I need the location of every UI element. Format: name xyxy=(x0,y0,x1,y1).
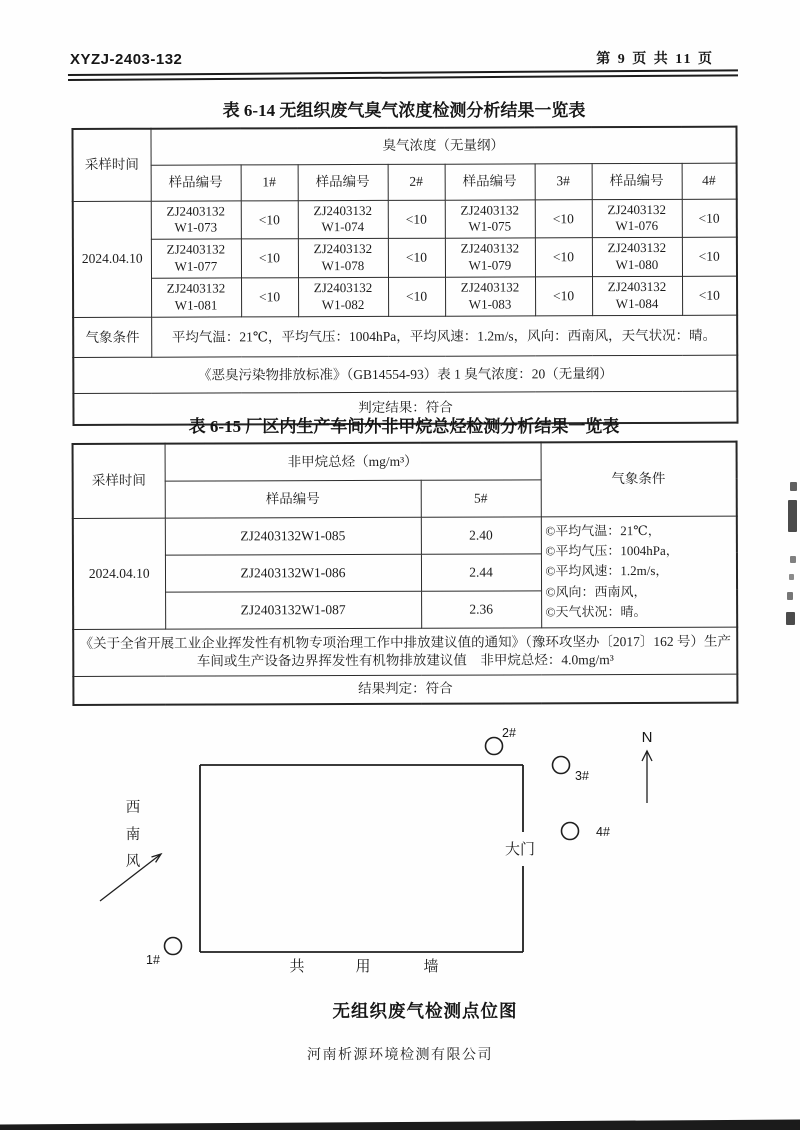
t1-weather-label: 气象条件 xyxy=(73,317,151,357)
t1-value: <10 xyxy=(535,238,592,277)
t1-subheader: 样品编号 xyxy=(592,163,682,199)
t1-sample-id: ZJ2403132 W1-075 xyxy=(445,199,535,238)
t1-sample-id: ZJ2403132 W1-084 xyxy=(592,276,682,315)
t1-value: <10 xyxy=(535,199,592,238)
scan-bottom-edge xyxy=(0,1120,800,1130)
scan-edge-mark xyxy=(790,556,796,563)
t1-subheader: 4# xyxy=(682,163,737,199)
shared-wall-label xyxy=(289,957,438,975)
t1-value: <10 xyxy=(388,200,445,239)
monitoring-point-2 xyxy=(486,738,503,755)
scan-edge-mark xyxy=(787,592,793,600)
table-6-15-title: 表 6-15 厂区内生产车间外非甲烷总烃检测分析结果一览表 xyxy=(188,417,620,436)
t1-sampling-date: 2024.04.10 xyxy=(73,201,151,318)
t1-value: <10 xyxy=(388,238,445,277)
t1-subheader: 3# xyxy=(535,163,592,199)
t1-subheader: 1# xyxy=(241,164,298,200)
t1-sample-id: ZJ2403132 W1-080 xyxy=(592,238,682,277)
scan-edge-mark xyxy=(786,612,795,625)
point-4-label: 4# xyxy=(596,825,610,839)
t2-weather-header: 气象条件 xyxy=(541,442,737,517)
t1-sample-id: ZJ2403132 W1-081 xyxy=(151,278,241,317)
t1-value: <10 xyxy=(241,200,298,239)
t2-value: 2.40 xyxy=(421,516,541,553)
t1-sampling-time-header: 采样时间 xyxy=(72,129,150,201)
t1-weather-text: 平均气温：21℃，平均气压：1004hPa，平均风速：1.2m/s，风向：西南风，天气状况：晴。 xyxy=(151,315,737,357)
t1-sample-id: ZJ2403132 W1-077 xyxy=(151,239,241,278)
north-arrow-icon xyxy=(642,751,652,803)
svg-text:墙: 墙 xyxy=(423,959,439,975)
t1-standard-text: 《恶臭污染物排放标准》（GB14554-93）表 1 臭气浓度：20（无量纲） xyxy=(73,355,737,393)
svg-text:南: 南 xyxy=(125,827,141,843)
t1-value: <10 xyxy=(682,237,737,276)
table-6-15 xyxy=(72,441,739,706)
t1-value: <10 xyxy=(241,239,298,278)
monitoring-point-3 xyxy=(553,757,570,774)
svg-text:共: 共 xyxy=(289,959,305,975)
gate-label: 大门 xyxy=(504,842,536,858)
t2-group-header: 非甲烷总烃（mg/m³） xyxy=(165,442,541,480)
t2-subheader: 样品编号 xyxy=(165,480,421,518)
t2-sample-id: ZJ2403132W1-085 xyxy=(165,517,421,555)
t1-result-text: 判定结果：符合 xyxy=(73,391,737,425)
scan-edge-mark xyxy=(790,482,797,491)
north-label: N xyxy=(641,729,653,746)
t1-value: <10 xyxy=(388,277,445,316)
t2-value: 2.44 xyxy=(421,553,541,590)
t1-group-header: 臭气浓度（无量纲） xyxy=(150,127,736,165)
scan-edge-mark xyxy=(788,500,797,532)
t2-weather-conditions: ©平均气温：21℃， ©平均气压：1004hPa， ©平均风速：1.2m/s， ©风向：西南风， ©天气状况：晴。 xyxy=(541,516,737,628)
t1-value: <10 xyxy=(682,199,737,238)
t1-value: <10 xyxy=(682,276,737,315)
svg-text:西: 西 xyxy=(125,800,141,816)
point-3-label: 3# xyxy=(575,769,589,783)
t2-sampling-date: 2024.04.10 xyxy=(73,518,165,629)
t1-sample-id: ZJ2403132 W1-083 xyxy=(445,277,535,316)
t1-value: <10 xyxy=(241,278,298,317)
t1-sample-id: ZJ2403132 W1-076 xyxy=(592,199,682,238)
t2-subheader: 5# xyxy=(421,479,541,516)
t2-sampling-time-header: 采样时间 xyxy=(73,444,165,518)
t1-value: <10 xyxy=(535,277,592,316)
table-6-14-title: 表 6-14 无组织废气臭气浓度检测分析结果一览表 xyxy=(222,101,586,120)
wind-direction-label xyxy=(126,799,141,870)
monitoring-point-4 xyxy=(562,823,579,840)
scan-edge-mark xyxy=(789,574,794,580)
point-2-label: 2# xyxy=(502,726,516,740)
svg-text:风: 风 xyxy=(125,854,141,870)
t1-sample-id: ZJ2403132 W1-074 xyxy=(298,200,388,239)
header-rule xyxy=(68,69,738,81)
t1-subheader: 样品编号 xyxy=(445,163,535,199)
factory-boundary xyxy=(200,765,523,952)
t1-sample-id: ZJ2403132 W1-079 xyxy=(445,238,535,277)
point-1-label: 1# xyxy=(146,953,160,967)
t1-sample-id: ZJ2403132 W1-078 xyxy=(298,239,388,278)
t2-sample-id: ZJ2403132W1-087 xyxy=(165,591,421,629)
monitoring-point-1 xyxy=(165,938,182,955)
t2-value: 2.36 xyxy=(421,590,541,627)
t1-sample-id: ZJ2403132 W1-073 xyxy=(151,200,241,239)
monitoring-point-diagram xyxy=(0,715,800,1000)
document-code: XYZJ-2403-132 xyxy=(70,51,183,68)
t1-subheader: 样品编号 xyxy=(151,164,241,200)
footer-company-name: 河南析源环境检测有限公司 xyxy=(307,1048,493,1063)
t1-sample-id: ZJ2403132 W1-082 xyxy=(298,277,388,316)
svg-text:用: 用 xyxy=(355,959,371,975)
t2-sample-id: ZJ2403132W1-086 xyxy=(165,554,421,592)
page-number: 第 9 页 共 11 页 xyxy=(596,52,714,67)
t1-subheader: 样品编号 xyxy=(298,164,388,200)
t2-result-text: 结果判定：符合 xyxy=(73,674,737,705)
table-6-14 xyxy=(71,126,738,427)
t1-subheader: 2# xyxy=(388,164,445,200)
diagram-caption: 无组织废气检测点位图 xyxy=(332,1001,518,1021)
t2-standard-text: 《关于全省开展工业企业挥发性有机物专项治理工作中排放建议值的通知》（豫环攻坚办〔2017〕162 号）生产车间或生产设备边界挥发性有机物排放建议值 非甲烷总烃：4.0mg/m³ xyxy=(73,627,737,676)
